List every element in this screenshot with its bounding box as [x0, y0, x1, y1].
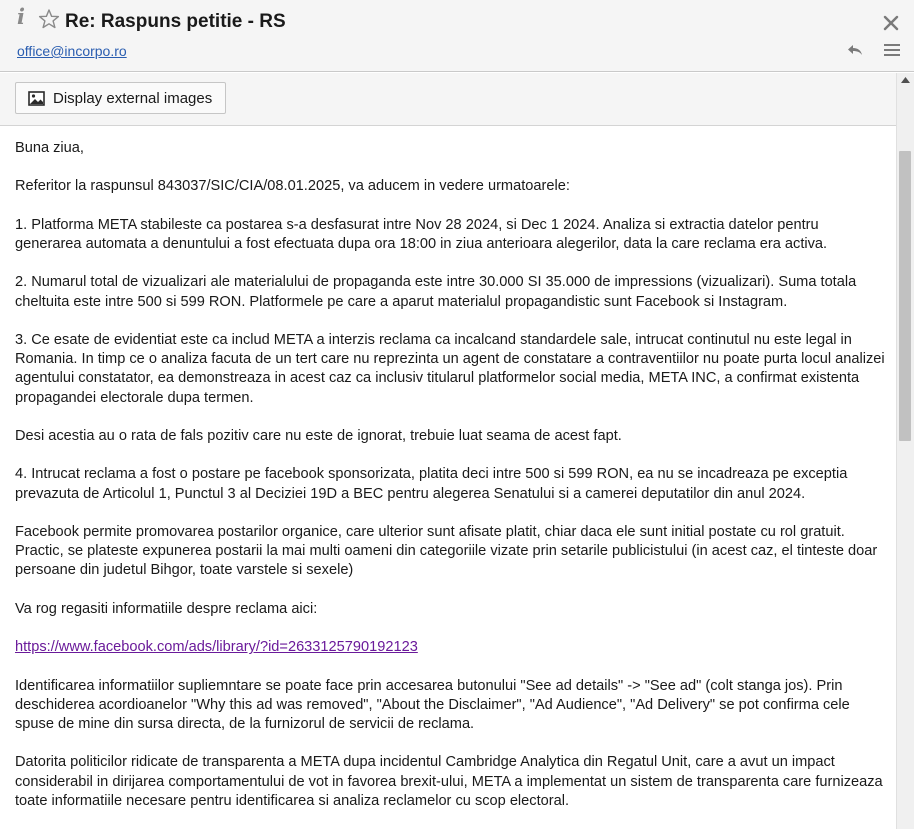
message-paragraph: Desi acestia au o rata de fals pozitiv care nu este de ignorat, trebuie luat seama de acest fapt. [15, 427, 622, 444]
image-icon [28, 91, 45, 106]
message-paragraph-link [15, 638, 887, 657]
external-images-bar [0, 73, 896, 126]
message-paragraph: Referitor la raspunsul 843037/SIC/CIA/08.01.2025, va aducem in vedere urmatoarele: [15, 178, 570, 195]
ad-library-link[interactable]: https://www.facebook.com/ads/library/?id=2633125790192123 [15, 639, 418, 656]
display-external-images-label: Display external images [53, 89, 213, 107]
reply-icon[interactable] [846, 42, 864, 58]
message-paragraph: 4. Intrucat reclama a fost o postare pe facebook sponsorizata, platita deci intre 500 si 599 RON, ea nu se incadreaza pe exceptia prevazuta de Articolul 1, Punctul 3 al Deciziei 19D a BEC pentru alegerea Senatului si a camerei deputatilor din anul 2024. [15, 466, 848, 502]
message-paragraph: 3. Ce esate de evidentiat este ca includ META a interzis reclama ca incalcand standardele sale, intrucat continutul nu este legal in Romania. In timp ce o analiza facuta de un tert care nu reprezinta un agent de constatare a contraventiilor nu poate purta locul analizei agentului constatator, ea demonstreaza in acest caz ca inclusiv titularul platformelor social media, META INC, a confirmat existenta propagandei electorale dupa termen. [15, 331, 885, 406]
menu-icon[interactable] [883, 42, 901, 58]
message-paragraph: 2. Numarul total de vizualizari ale materialului de propaganda este intre 30.000 SI 35.000 de impressions (vizualizari). Suma totala cheltuita este intre 500 si 599 RON. Platformele pe care a aparut materialul propagandistic sunt Facebook si Instagram. [15, 274, 857, 310]
display-external-images-button[interactable] [15, 82, 226, 114]
message-content [15, 139, 887, 829]
info-icon[interactable]: i [17, 4, 25, 29]
message-paragraph: Facebook permite promovarea postarilor organice, care ulterior sunt afisate platit, chiar daca ele sunt initial postate cu rol gratuit. Practic, se plateste expunerea postarii la mai multi oameni din categoriile vizate prin setarile publicistului (in acest caz, el tinteste doar persoane din judetul Bihgor, toate varstele si sexele) [15, 523, 878, 579]
message-paragraph: Identificarea informatiilor supliemntare se poate face prin accesarea butonului "See ad details" -> "See ad" (colt stanga jos). Prin deschiderea acordioanelor "Why this ad was removed", "About the Disclaimer", "Ad Audience", "Ad Delivery" se pot confirma cele spuse de mine din sursa directa, de la furnizorul de servicii de reclama. [15, 677, 850, 732]
scrollbar-thumb[interactable] [899, 151, 911, 441]
close-icon[interactable] [882, 14, 900, 32]
scroll-up-arrow-icon[interactable] [901, 77, 910, 83]
message-paragraph: Va rog regasiti informatiile despre reclama aici: [15, 600, 318, 617]
star-icon[interactable] [38, 8, 60, 30]
vertical-scrollbar[interactable] [896, 73, 914, 829]
message-body [0, 127, 896, 829]
message-subject: Re: Raspuns petitie - RS [65, 11, 286, 32]
message-paragraph: Datorita politicilor ridicate de transparenta a META dupa incidentul Cambridge Analytica din Regatul Unit, care a avut un impact considerabil in dirijarea comportamentului de vot in favorea brexit-ului, META a implementat un sistem de transparenta care furnizeaza toate informatiile necesare pentru identificarea si analiza reclamelor cu scop electoral. [15, 754, 883, 809]
sender-email-link[interactable]: office@incorpo.ro [17, 43, 127, 59]
message-greeting: Buna ziua, [15, 140, 84, 156]
message-paragraph: 1. Platforma META stabileste ca postarea s-a desfasurat intre Nov 28 2024, si Dec 1 2024. Analiza si extractia datelor pentru generarea automata a denuntului a fost efectuata dupa ora 18:00 in ziua anterioara alegerilor, data la care reclama era activa. [15, 216, 828, 252]
message-header [0, 0, 914, 72]
